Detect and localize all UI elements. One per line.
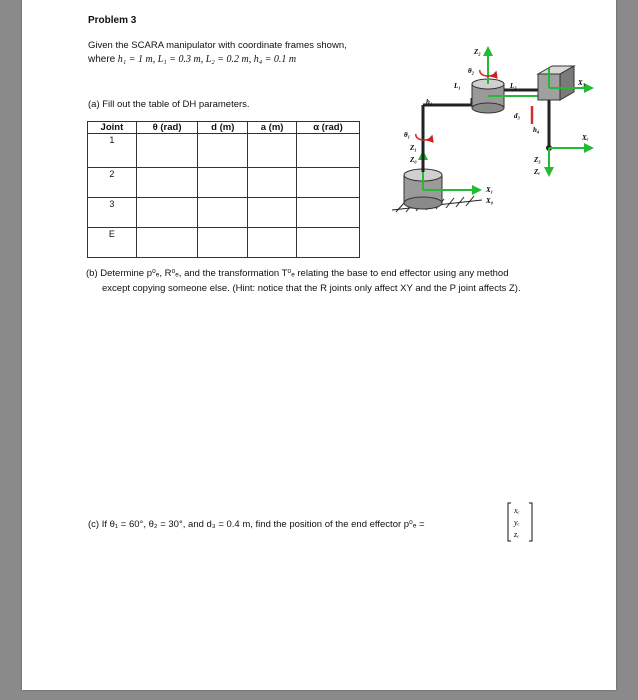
h4-label: h₄: [533, 126, 540, 134]
table-header-row: [88, 122, 360, 134]
table-row: [88, 168, 360, 198]
table-cell[interactable]: [136, 168, 198, 198]
z0-label: Z₀: [410, 156, 417, 164]
d3-label: d₃: [514, 112, 520, 120]
z1-label: Z₁: [410, 144, 417, 152]
vector-ye: yₑ: [514, 518, 520, 527]
header-d: d (m): [198, 122, 248, 134]
document-page: [22, 0, 616, 690]
ze-label: Zₑ: [534, 168, 541, 176]
L1-label: L₁: [454, 82, 461, 90]
table-cell[interactable]: [296, 134, 359, 168]
scara-robot-figure: [382, 40, 602, 230]
vector-xe: xₑ: [514, 506, 520, 515]
z3-label: Z₃: [534, 156, 541, 164]
theta1-label: θ₁: [404, 131, 411, 139]
vector-ze: zₑ: [514, 530, 520, 539]
table-cell[interactable]: [248, 168, 297, 198]
header-theta: θ (rad): [136, 122, 198, 134]
x0-label: X₀: [486, 197, 494, 205]
table-cell[interactable]: [136, 198, 198, 228]
part-b-line2: except copying someone else. (Hint: notice that the R joints only affect XY and the P joint affects Z).: [102, 283, 521, 294]
theta2-label: θ₂: [468, 67, 475, 75]
L2-label: L₂: [510, 82, 517, 90]
table-cell[interactable]: [248, 228, 297, 258]
xe-label: Xₑ: [582, 134, 589, 142]
x3-label: X₃: [578, 79, 586, 87]
joint-label: E: [88, 228, 137, 258]
table-row: [88, 134, 360, 168]
given-where: where: [88, 54, 116, 65]
prismatic-joint-cube: [538, 66, 574, 100]
table-cell[interactable]: [248, 134, 297, 168]
dh-parameter-table: [87, 121, 360, 258]
part-c-text: (c) If θ₁ = 60°, θ₂ = 30°, and d₃ = 0.4 m, find the position of the end effector p⁰ₑ =: [88, 519, 425, 530]
table-cell[interactable]: [198, 168, 248, 198]
table-cell[interactable]: [198, 228, 248, 258]
z2-label: Z₂: [474, 48, 481, 56]
table-cell[interactable]: [296, 168, 359, 198]
h1-label: h₁: [426, 98, 433, 106]
joint-label: 2: [88, 168, 137, 198]
header-joint: Joint: [88, 122, 137, 134]
joint-label: 1: [88, 134, 137, 168]
table-cell[interactable]: [296, 198, 359, 228]
table-cell[interactable]: [198, 134, 248, 168]
given-parameters: [88, 54, 296, 65]
part-a-text: (a) Fill out the table of DH parameters.: [88, 99, 250, 110]
joint-label: 3: [88, 198, 137, 228]
table-row: [88, 228, 360, 258]
table-cell[interactable]: [296, 228, 359, 258]
table-cell[interactable]: [248, 198, 297, 228]
end-effector-position-vector: [506, 501, 534, 543]
table-cell[interactable]: [136, 134, 198, 168]
x1-label: X₁: [486, 186, 494, 194]
given-text: Given the SCARA manipulator with coordinate frames shown,: [88, 40, 347, 51]
given-values: h₁ = 1 m, L₁ = 0.3 m, L₂ = 0.2 m, h₄ = 0.1 m: [117, 54, 297, 65]
header-a: a (m): [248, 122, 297, 134]
problem-title: Problem 3: [88, 15, 137, 26]
table-cell[interactable]: [136, 228, 198, 258]
part-b-line1: (b) Determine p⁰ₑ, R⁰ₑ, and the transformation T⁰ₑ relating the base to end effector using any method: [86, 268, 509, 279]
table-cell[interactable]: [198, 198, 248, 228]
table-row: [88, 198, 360, 228]
header-alpha: α (rad): [296, 122, 359, 134]
